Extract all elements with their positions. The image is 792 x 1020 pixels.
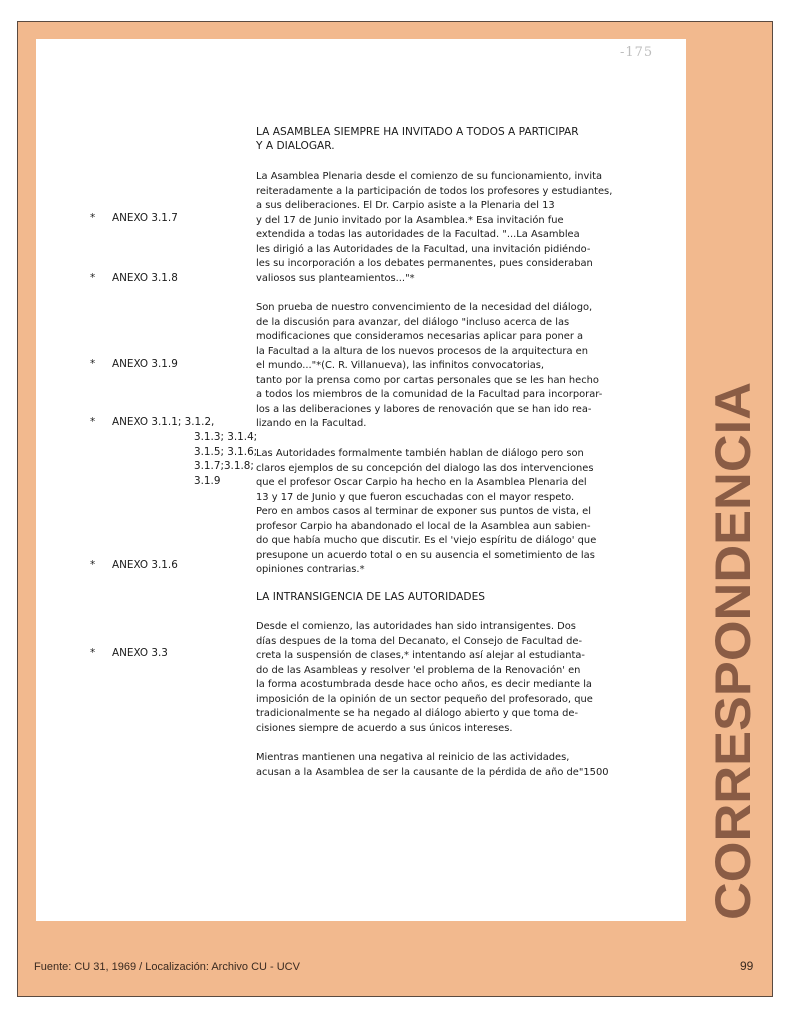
text-line: días despues de la toma del Decanato, el Consejo de Facultad de- bbox=[256, 635, 583, 647]
annex-label: 3.1.3; 3.1.4; bbox=[194, 431, 258, 443]
text-line: creta la suspensión de clases,* intentando así alejar al estudianta- bbox=[256, 650, 585, 662]
heading-line: LA INTRANSIGENCIA DE LAS AUTORIDADES bbox=[256, 591, 485, 603]
annex-ref bbox=[90, 271, 178, 286]
text-line: a sus deliberaciones. El Dr. Carpio asiste a la Plenaria del 13 bbox=[256, 200, 555, 212]
annex-label: ANEXO 3.1.9 bbox=[112, 358, 178, 370]
text-line: acusan a la Asamblea de ser la causante de la pérdida de año de"1500 bbox=[256, 766, 609, 778]
text-line: la Facultad a la altura de los nuevos procesos de la arquitectura en bbox=[256, 345, 588, 357]
page-number: 99 bbox=[740, 959, 754, 973]
text-line: Son prueba de nuestro convencimiento de la necesidad del diálogo, bbox=[256, 302, 593, 313]
annex-label: 3.1.5; 3.1.6; bbox=[194, 445, 258, 458]
text-line: valiosos sus planteamientos..."* bbox=[256, 272, 415, 284]
side-title-text: CORRESPONDENCIA bbox=[705, 406, 761, 920]
asterisk: * bbox=[90, 559, 96, 571]
text-line: les dirigió a las Autoridades de la Facultad, una invitación pidiéndo- bbox=[256, 243, 591, 255]
asterisk: * bbox=[90, 416, 96, 428]
annex-ref bbox=[90, 357, 178, 372]
text-line: tanto por la prensa como por cartas personales que se les han hecho bbox=[256, 374, 599, 386]
text-line: La Asamblea Plenaria desde el comienzo de su funcionamiento, invita bbox=[256, 171, 603, 182]
text-line: opiniones contrarias.* bbox=[256, 564, 365, 576]
annex-label: 3.1.7;3.1.8; bbox=[194, 460, 254, 472]
text-line: do que había mucho que discutir. Es el 'viejo espíritu de diálogo' que bbox=[256, 535, 597, 547]
heading-line: Y A DIALOGAR. bbox=[256, 140, 335, 153]
asterisk: * bbox=[90, 647, 96, 659]
text-line: a todos los miembros de la comunidad de la Facultad para incorporar- bbox=[256, 389, 603, 401]
text-line: y del 17 de Junio invitado por la Asamblea.* Esa invitación fue bbox=[256, 214, 564, 226]
text-line: que el profesor Oscar Carpio ha hecho en la Asamblea Plenaria del bbox=[256, 477, 587, 489]
section-heading-intransigencia bbox=[256, 590, 636, 604]
text-line: Mientras mantienen una negativa al reinicio de las actividades, bbox=[256, 752, 570, 763]
paragraph bbox=[256, 170, 646, 286]
text-line: la forma acostumbrada desde hace ocho años, es decir mediante la bbox=[256, 679, 592, 691]
annex-ref bbox=[90, 558, 178, 573]
text-line: do de las Asambleas y resolver 'el problema de la Renovación' en bbox=[256, 664, 581, 676]
annex-label: ANEXO 3.1.7 bbox=[112, 212, 178, 224]
text-line: Pero en ambos casos al terminar de exponer sus puntos de vista, el bbox=[256, 506, 592, 518]
paragraph bbox=[256, 751, 646, 780]
text-line: Desde el comienzo, las autoridades han sido intransigentes. Dos bbox=[256, 621, 576, 632]
text-line: modificaciones que consideramos necesarias aplicar para poner a bbox=[256, 331, 584, 343]
text-line: lizando en la Facultad. bbox=[256, 418, 367, 430]
text-line: cisiones siempre de acuerdo a sus únicos intereses. bbox=[256, 722, 513, 734]
annex-label: ANEXO 3.3 bbox=[112, 647, 168, 659]
text-line: reiteradamente a la participación de todos los profesores y estudiantes, bbox=[256, 185, 613, 197]
archive-stamp: -175 bbox=[620, 45, 654, 60]
text-line: extendida a todas las autoridades de la Facultad. "...La Asamblea bbox=[256, 229, 580, 241]
paragraph bbox=[256, 620, 646, 736]
text-line: claros ejemplos de su concepción del dialogo las dos intervenciones bbox=[256, 462, 594, 474]
annex-label: ANEXO 3.1.6 bbox=[112, 559, 178, 571]
section-heading-asamblea bbox=[256, 125, 636, 154]
side-title-svg bbox=[698, 380, 764, 920]
text-line: los a las deliberaciones y labores de renovación que se han ido rea- bbox=[256, 403, 592, 415]
text-line: imposición de la opinión de un sector pequeño del profesorado, que bbox=[256, 693, 593, 705]
annex-ref bbox=[90, 211, 178, 226]
text-line: profesor Carpio ha abandonado el local de la Asamblea aun sabien- bbox=[256, 520, 591, 532]
side-title bbox=[698, 380, 764, 920]
paragraph bbox=[256, 447, 646, 578]
text-line: tradicionalmente se ha negado al diálogo abierto y que toma de- bbox=[256, 708, 579, 720]
annex-label: 3.1.9 bbox=[194, 474, 221, 487]
asterisk: * bbox=[90, 358, 96, 370]
annex-ref bbox=[90, 646, 168, 661]
asterisk: * bbox=[90, 212, 96, 224]
heading-line: LA ASAMBLEA SIEMPRE HA INVITADO A TODOS A PARTICIPAR bbox=[256, 126, 579, 138]
footer-source: Fuente: CU 31, 1969 / Localización: Archivo CU - UCV bbox=[34, 961, 300, 973]
text-line: 13 y 17 de Junio y que fueron escuchadas con el mayor respeto. bbox=[256, 491, 575, 503]
text-line: Las Autoridades formalmente también hablan de diálogo pero son bbox=[256, 448, 584, 459]
annex-label: ANEXO 3.1.8 bbox=[112, 272, 178, 284]
text-line: de la discusión para avanzar, del diálogo "incluso acerca de las bbox=[256, 316, 570, 328]
text-line: el mundo..."*(C. R. Villanueva), las infinitos convocatorias, bbox=[256, 360, 545, 372]
annex-ref bbox=[90, 415, 214, 430]
annex-continuation bbox=[194, 430, 257, 488]
asterisk: * bbox=[90, 272, 96, 284]
annex-label: ANEXO 3.1.1; 3.1.2, bbox=[112, 416, 215, 428]
text-line: les su incorporación a los debates permanentes, pues consideraban bbox=[256, 258, 593, 270]
text-line: presupone un acuerdo total o en su ausencia el sometimiento de las bbox=[256, 549, 595, 561]
paragraph bbox=[256, 301, 646, 432]
